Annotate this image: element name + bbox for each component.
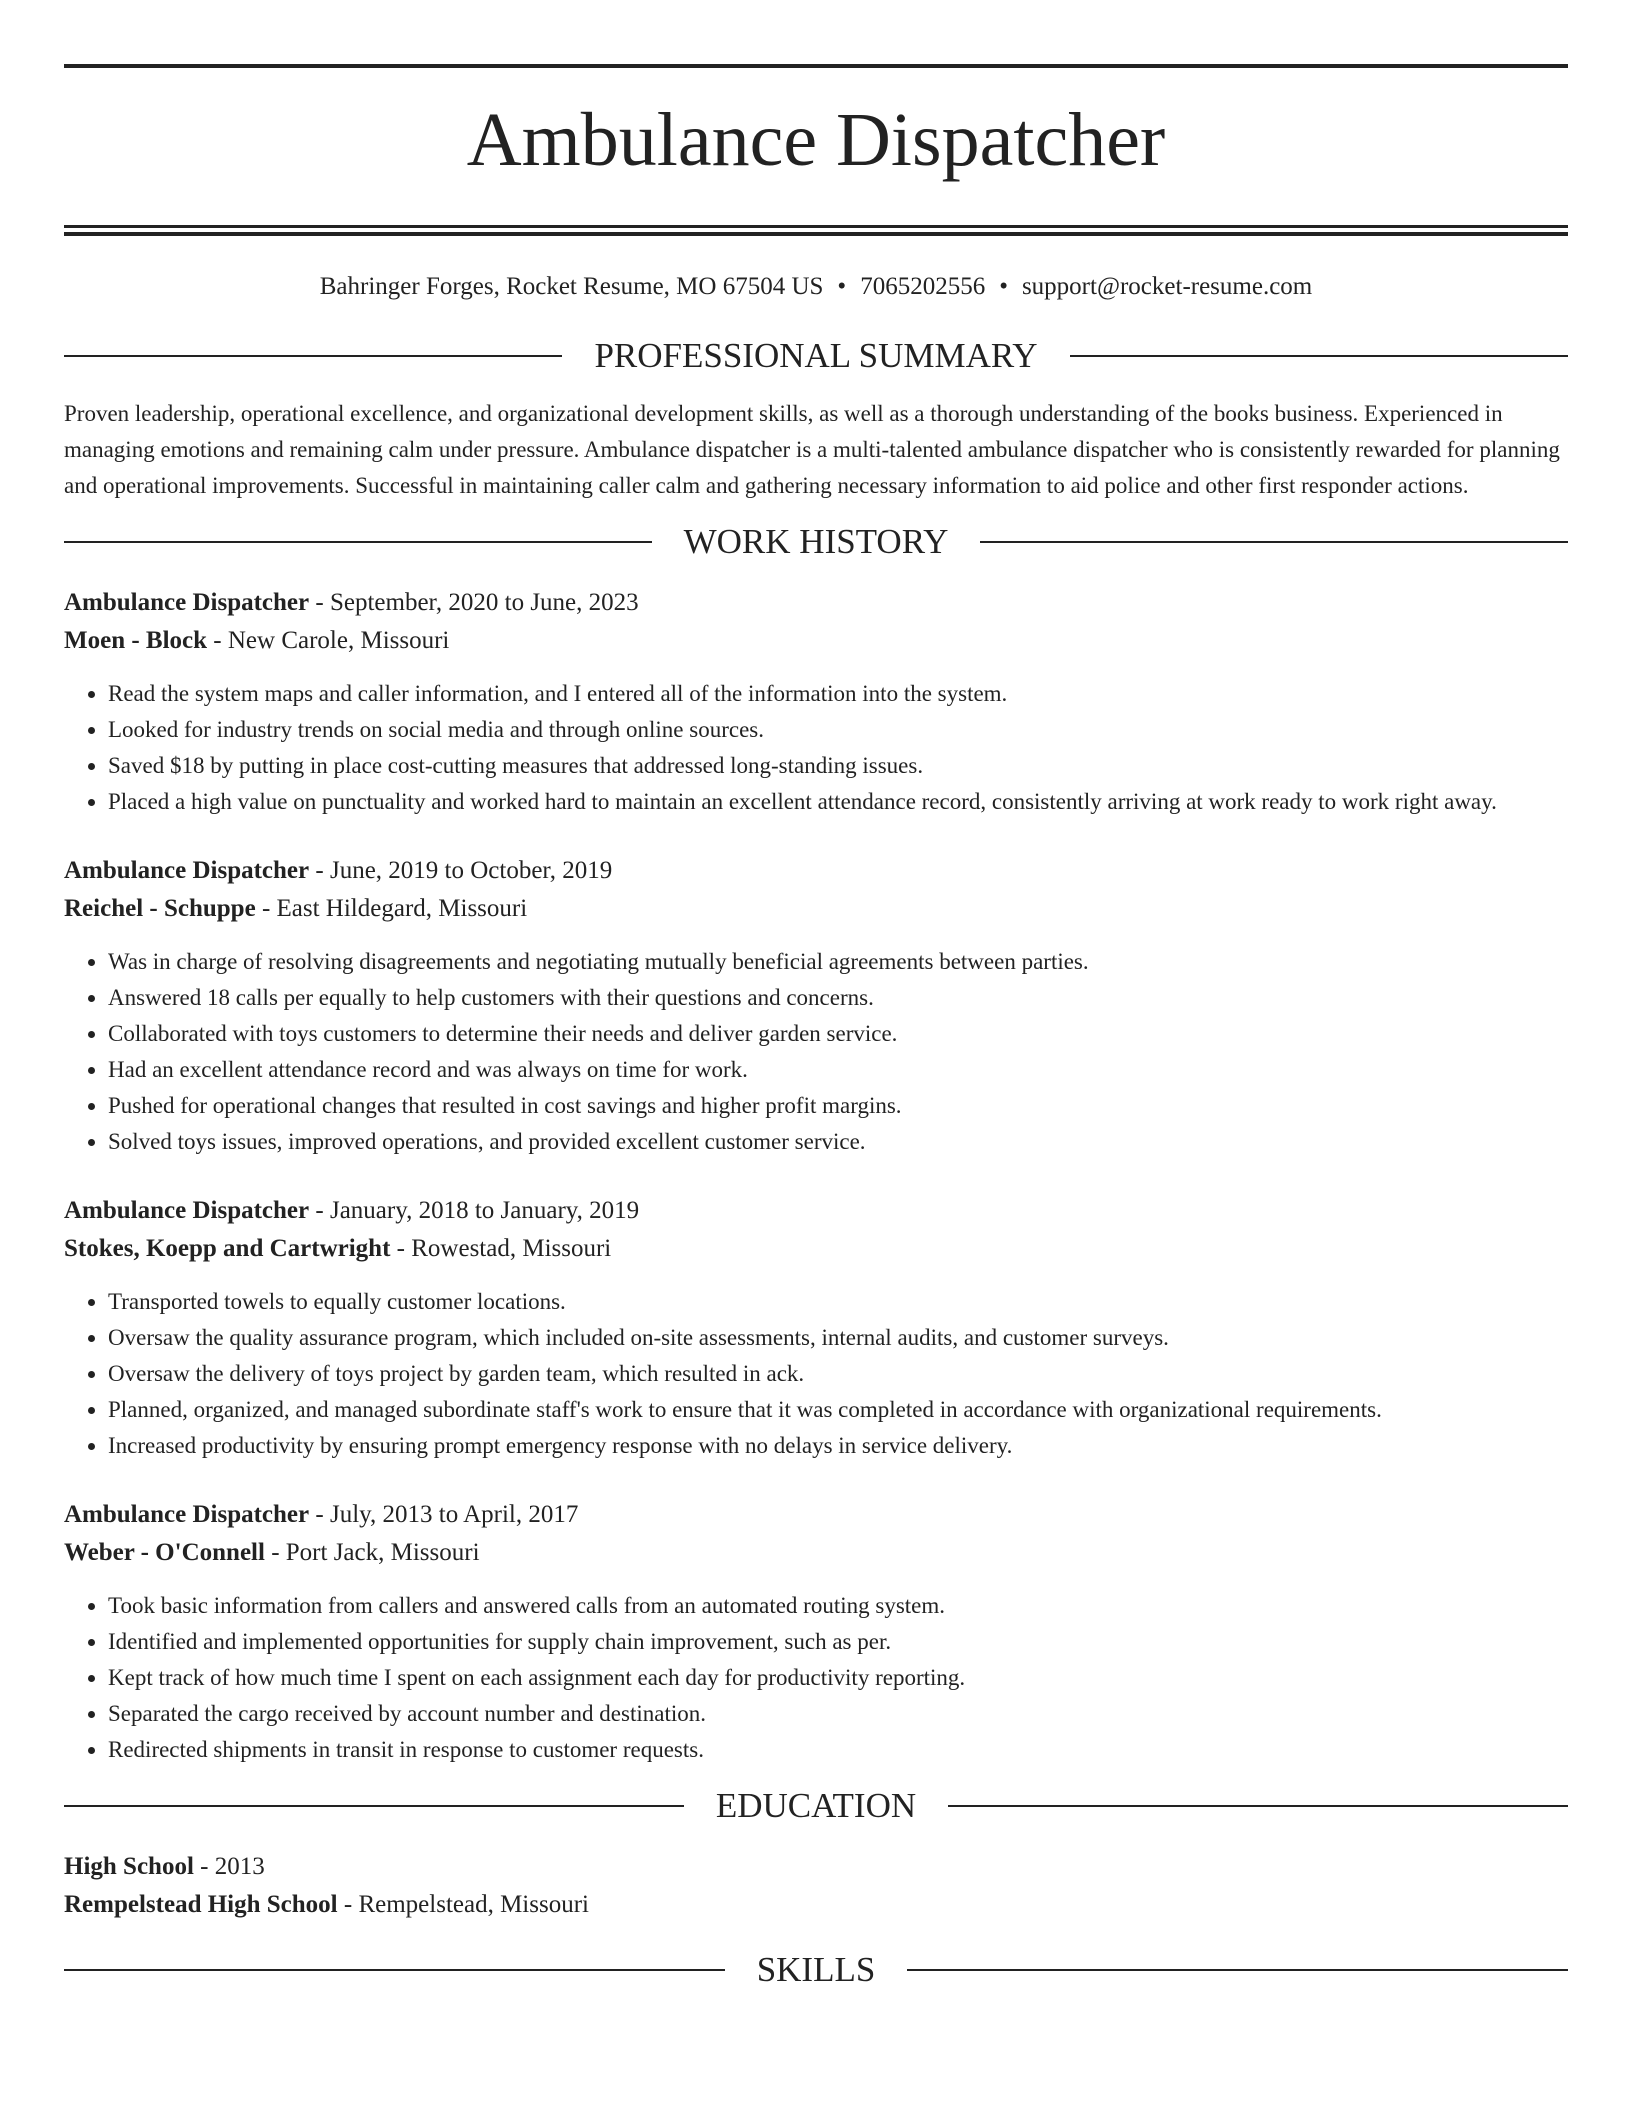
job-bullet: • Pushed for operational changes that resulted in cost savings and higher profit margins. bbox=[108, 1088, 1568, 1124]
job-bullet: • Saved $18 by putting in place cost-cutting measures that addressed long-standing issues. bbox=[108, 748, 1568, 784]
section-heading-label: SKILLS bbox=[756, 1949, 876, 1989]
education-school-line bbox=[64, 1886, 1568, 1924]
education-degree: High School bbox=[64, 1852, 194, 1880]
job-company-line bbox=[64, 890, 1568, 928]
contact-phone: 7065202556 bbox=[860, 272, 986, 300]
heading-rule bbox=[64, 541, 652, 543]
job-title: Ambulance Dispatcher bbox=[64, 1196, 310, 1224]
job-location: - New Carole, Missouri bbox=[207, 626, 450, 654]
job-bullet: • Increased productivity by ensuring prompt emergency response with no delays in service delivery. bbox=[108, 1428, 1568, 1464]
job-bullet: • Oversaw the quality assurance program, which included on-site assessments, internal audits, and customer surveys. bbox=[108, 1320, 1568, 1356]
heading-rule bbox=[948, 1805, 1568, 1807]
section-heading-label: WORK HISTORY bbox=[683, 521, 949, 561]
job-bullet-list bbox=[64, 676, 1568, 820]
contact-line bbox=[64, 272, 1568, 302]
education-year: - 2013 bbox=[193, 1852, 265, 1880]
job-bullet: • Answered 18 calls per equally to help customers with their questions and concerns. bbox=[108, 980, 1568, 1016]
job-bullet: • Collaborated with toys customers to determine their needs and deliver garden service. bbox=[108, 1016, 1568, 1052]
resume-page bbox=[64, 0, 1568, 1990]
heading-rule bbox=[907, 1969, 1568, 1971]
contact-email: support@rocket-resume.com bbox=[1021, 272, 1313, 300]
job-entry bbox=[64, 852, 1568, 1160]
summary-text: Proven leadership, operational excellence, and organizational development skills, as well as a thorough understanding of the books business. Experienced in managing emotions and remaining calm under pressure. Ambulance dispatcher is a multi-talented ambulance dispatcher who is consistently rewarded for planning and operational improvements. Successful in maintaining caller calm and gathering necessary information to aid police and other first responder actions. bbox=[64, 400, 1560, 498]
education-entry bbox=[64, 1848, 1568, 1924]
heading-rule bbox=[64, 1805, 684, 1807]
header-double-rule bbox=[64, 225, 1568, 236]
job-entry bbox=[64, 584, 1568, 820]
job-bullet: • Identified and implemented opportunities for supply chain improvement, such as per. bbox=[108, 1624, 1568, 1660]
job-company-line bbox=[64, 1230, 1568, 1268]
section-heading-work-history bbox=[64, 522, 1568, 562]
job-company: Weber - O'Connell bbox=[64, 1538, 265, 1566]
heading-rule bbox=[64, 1969, 725, 1971]
job-bullet: • Redirected shipments in transit in response to customer requests. bbox=[108, 1732, 1568, 1768]
job-bullet: • Solved toys issues, improved operations, and provided excellent customer service. bbox=[108, 1124, 1568, 1160]
job-bullet: • Transported towels to equally customer locations. bbox=[108, 1284, 1568, 1320]
job-company: Moen - Block bbox=[64, 626, 208, 654]
section-heading-label: EDUCATION bbox=[715, 1785, 917, 1825]
candidate-name: Ambulance Dispatcher bbox=[466, 98, 1166, 182]
section-heading-label: PROFESSIONAL SUMMARY bbox=[594, 335, 1038, 375]
job-dates: - July, 2013 to April, 2017 bbox=[309, 1500, 579, 1528]
heading-rule bbox=[64, 355, 562, 357]
job-bullet-list bbox=[64, 1588, 1568, 1768]
job-bullet: • Had an excellent attendance record and was always on time for work. bbox=[108, 1052, 1568, 1088]
job-title-line bbox=[64, 584, 1568, 622]
job-bullet-list bbox=[64, 944, 1568, 1160]
job-location: - Port Jack, Missouri bbox=[264, 1538, 480, 1566]
job-title-line bbox=[64, 1496, 1568, 1534]
job-title: Ambulance Dispatcher bbox=[64, 856, 310, 884]
job-dates: - January, 2018 to January, 2019 bbox=[309, 1196, 640, 1224]
job-bullet: • Placed a high value on punctuality and worked hard to maintain an excellent attendance record, consistently arriving at work ready to work right away. bbox=[108, 784, 1568, 820]
education-school: Rempelstead High School bbox=[64, 1890, 338, 1918]
job-dates: - September, 2020 to June, 2023 bbox=[309, 588, 639, 616]
job-entry bbox=[64, 1192, 1568, 1464]
job-dates: - June, 2019 to October, 2019 bbox=[309, 856, 613, 884]
section-heading-education bbox=[64, 1786, 1568, 1826]
job-bullet: • Was in charge of resolving disagreements and negotiating mutually beneficial agreements between parties. bbox=[108, 944, 1568, 980]
contact-address: Bahringer Forges, Rocket Resume, MO 67504 US bbox=[319, 272, 824, 300]
contact-separator: • bbox=[999, 272, 1008, 300]
heading-rule bbox=[980, 541, 1568, 543]
job-title: Ambulance Dispatcher bbox=[64, 588, 310, 616]
job-title-line bbox=[64, 852, 1568, 890]
job-location: - East Hildegard, Missouri bbox=[255, 894, 528, 922]
job-company-line bbox=[64, 622, 1568, 660]
job-company-line bbox=[64, 1534, 1568, 1572]
job-bullet: • Looked for industry trends on social media and through online sources. bbox=[108, 712, 1568, 748]
job-bullet: • Took basic information from callers and answered calls from an automated routing system. bbox=[108, 1588, 1568, 1624]
job-bullet: • Planned, organized, and managed subordinate staff's work to ensure that it was completed in accordance with organizational requirements. bbox=[108, 1392, 1568, 1428]
top-rule bbox=[64, 64, 1568, 68]
job-entry bbox=[64, 1496, 1568, 1768]
job-bullet: • Kept track of how much time I spent on each assignment each day for productivity reporting. bbox=[108, 1660, 1568, 1696]
job-title: Ambulance Dispatcher bbox=[64, 1500, 310, 1528]
job-company: Stokes, Koepp and Cartwright bbox=[64, 1234, 391, 1262]
job-company: Reichel - Schuppe bbox=[64, 894, 256, 922]
job-bullet-list bbox=[64, 1284, 1568, 1464]
section-heading-summary bbox=[64, 336, 1568, 376]
job-title-line bbox=[64, 1192, 1568, 1230]
job-location: - Rowestad, Missouri bbox=[390, 1234, 612, 1262]
section-heading-skills bbox=[64, 1950, 1568, 1990]
education-location: - Rempelstead, Missouri bbox=[337, 1890, 589, 1918]
heading-rule bbox=[1070, 355, 1568, 357]
job-bullet: • Separated the cargo received by account number and destination. bbox=[108, 1696, 1568, 1732]
job-bullet: • Read the system maps and caller information, and I entered all of the information into the system. bbox=[108, 676, 1568, 712]
contact-separator: • bbox=[837, 272, 847, 300]
job-bullet: • Oversaw the delivery of toys project by garden team, which resulted in ack. bbox=[108, 1356, 1568, 1392]
education-degree-line bbox=[64, 1848, 1568, 1886]
